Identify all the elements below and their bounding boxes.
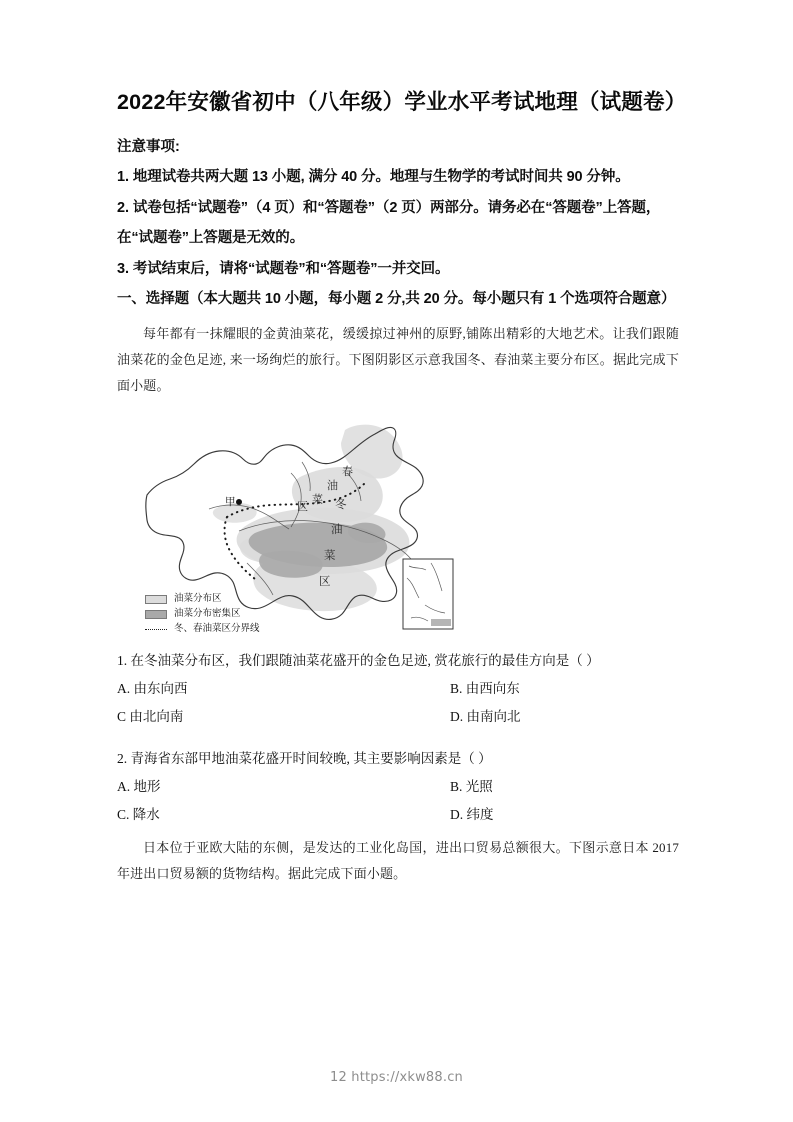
legend-row-sparse [145,592,260,607]
section-heading-choice: 一、选择题（本大题共 10 小题，每小题 2 分,共 20 分。每小题只有 1 个选项符合题意） [117,291,676,307]
footer-watermark: 12 https://xkw88.cn [330,1070,463,1085]
passage-rapeseed: 每年都有一抹耀眼的金黄油菜花，缓缓掠过神州的原野,铺陈出精彩的大地艺术。让我们跟随油菜花的金色足迹, 来一场绚烂的旅行。下图阴影区示意我国冬、春油菜主要分布区。据此完成下面小题。 [117,325,679,393]
question-2-option-b[interactable]: B. 光照 [450,778,493,794]
question-2-option-a[interactable]: A. 地形 [117,778,161,794]
question-1-option-d[interactable]: D. 由南向北 [450,708,521,724]
sparse-zone-shading [213,424,410,611]
legend-swatch-dense-icon [145,610,167,619]
legend-row-divider [145,622,260,637]
legend-dashed-line-icon [145,625,167,634]
svg-text:冬: 冬 [335,498,347,511]
south-china-sea-inset [403,559,453,629]
svg-text:春: 春 [342,465,353,478]
svg-text:油: 油 [331,523,343,536]
legend-label-dense: 油菜分布密集区 [174,608,241,619]
question-1 [117,647,679,731]
map-legend [145,592,260,637]
question-2-option-d[interactable]: D. 纬度 [450,806,494,822]
svg-text:菜: 菜 [312,493,323,506]
svg-text:菜: 菜 [324,549,336,562]
question-2-stem: 2. 青海省东部甲地油菜花盛开时间较晚, 其主要影响因素是（ ） [117,750,492,766]
question-1-option-b[interactable]: B. 由西向东 [450,680,520,696]
question-1-options [117,675,679,731]
notices-heading: 注意事项: [117,139,180,155]
question-1-option-c[interactable]: C 由北向南 [117,708,184,724]
notice-item-1: 1. 地理试卷共两大题 13 小题, 满分 40 分。地理与生物学的考试时间共 90 分钟。 [117,169,630,185]
notice-item-2: 2. 试卷包括“试题卷”（4 页）和“答题卷”（2 页）两部分。请务必在“答题卷”上答题，在“试题卷”上答题是无效的。 [117,199,661,246]
svg-text:区: 区 [319,575,331,588]
question-2 [117,745,679,829]
question-2-option-c[interactable]: C. 降水 [117,806,160,822]
legend-row-dense [145,607,260,622]
svg-text:区: 区 [297,500,308,513]
question-1-option-a[interactable]: A. 由东向西 [117,680,188,696]
question-1-stem: 1. 在冬油菜分布区，我们跟随油菜花盛开的金色足迹, 赏花旅行的最佳方向是（ ） [117,652,600,668]
question-2-options [117,773,679,829]
map-label-jia: 甲 [225,496,236,508]
svg-text:油: 油 [327,479,338,492]
page-title: 2022年安徽省初中（八年级）学业水平考试地理（试题卷） [117,90,687,114]
notice-item-3: 3. 考试结束后，请将“试题卷”和“答题卷”一并交回。 [117,260,450,277]
point-jia-marker [236,499,242,505]
legend-swatch-sparse-icon [145,595,167,604]
passage-japan: 日本位于亚欧大陆的东侧，是发达的工业化岛国，进出口贸易总额很大。下图示意日本 2017 年进出口贸易额的货物结构。据此完成下面小题。 [117,839,679,881]
figure-rapeseed-map [139,413,469,641]
legend-label-divider: 冬、春油菜区分界线 [174,623,260,634]
page-content [117,86,687,887]
legend-label-sparse: 油菜分布区 [174,593,222,604]
